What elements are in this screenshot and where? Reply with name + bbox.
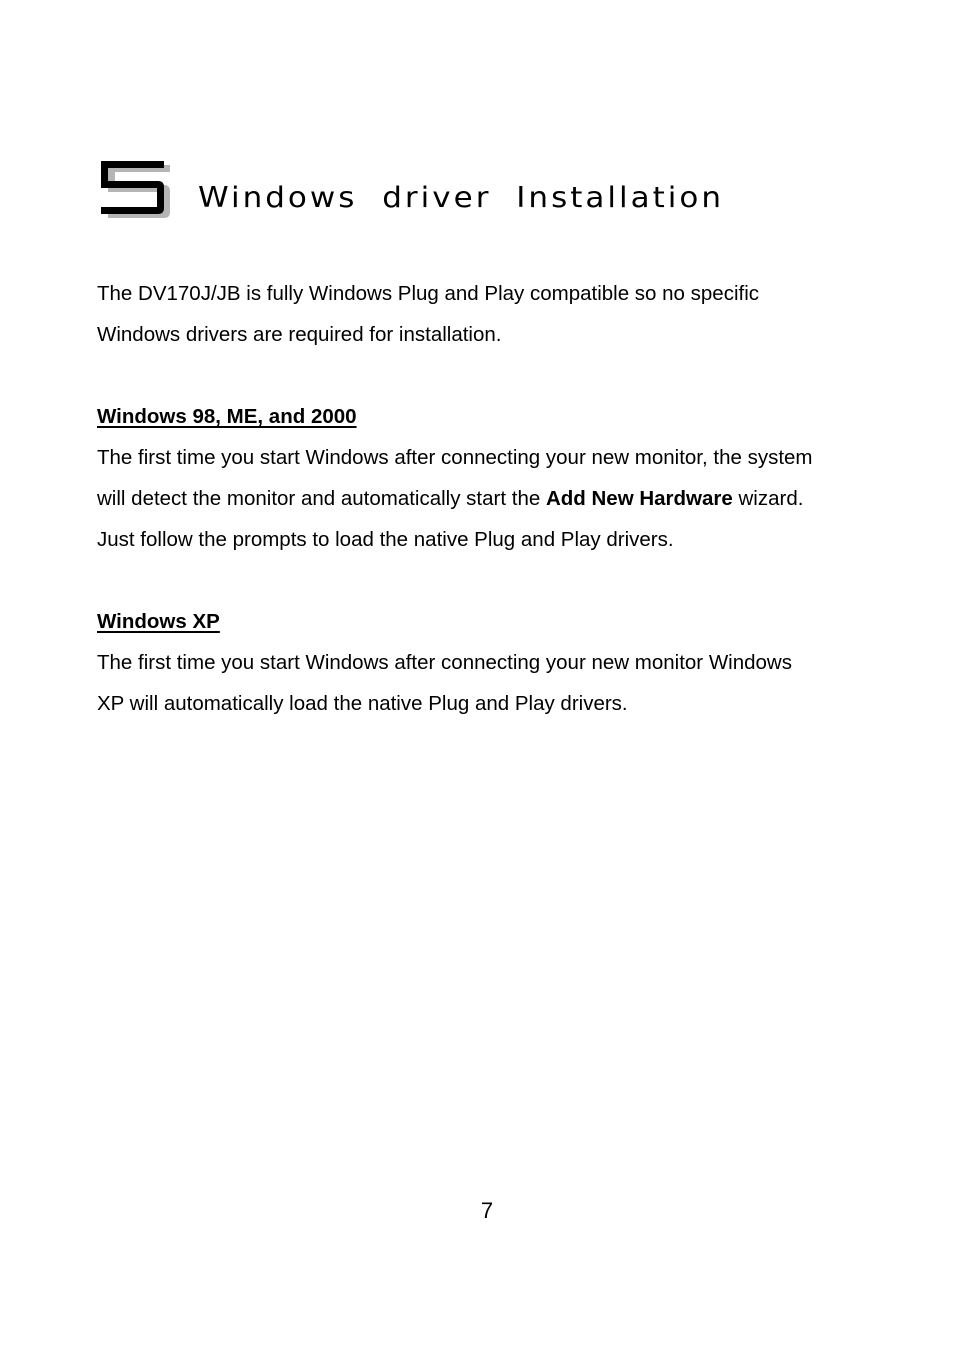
win98-line-3: Just follow the prompts to load the native Plug and Play drivers. (97, 528, 674, 551)
chapter-title: Windows driver Installation (198, 181, 724, 215)
winxp-line-2: XP will automatically load the native Plug and Play drivers. (97, 692, 628, 715)
spacer (97, 355, 897, 396)
win98-line-1: The first time you start Windows after connecting your new monitor, the system (97, 446, 813, 469)
chapter-number (98, 158, 172, 220)
spacer (97, 560, 897, 601)
chapter-number-graphic (98, 158, 172, 220)
win98-line-2-end: wizard. (732, 487, 804, 510)
win98-line-2 (97, 478, 897, 519)
page-number: 7 (480, 1198, 494, 1223)
intro-line-1: The DV170J/JB is fully Windows Plug and Play compatible so no specific (97, 282, 760, 305)
add-new-hardware-label: Add New Hardware (545, 487, 733, 510)
section-heading-winxp: Windows XP (97, 610, 220, 633)
win98-line-2-start: will detect the monitor and automatically start the (97, 487, 546, 510)
chapter-heading (98, 150, 724, 220)
intro-line-2: Windows drivers are required for installation. (97, 323, 502, 346)
section-heading-win98: Windows 98, ME, and 2000 (97, 405, 357, 428)
page-content (97, 273, 897, 724)
winxp-line-1: The first time you start Windows after connecting your new monitor Windows (97, 651, 792, 674)
